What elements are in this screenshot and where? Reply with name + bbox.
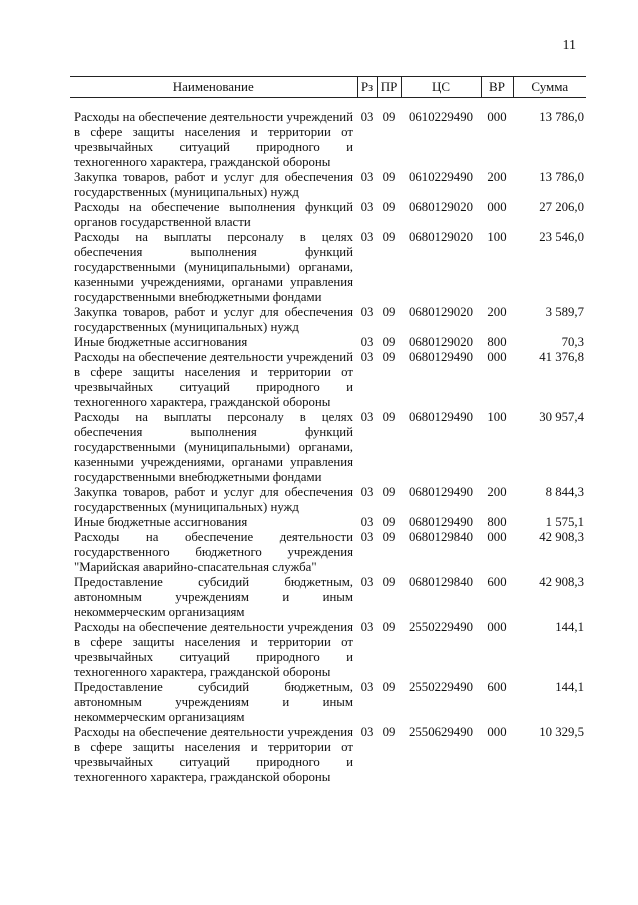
cell-pr: 09 — [382, 575, 396, 589]
cell-vr: 800 — [487, 335, 507, 349]
cell-pr: 09 — [382, 230, 396, 244]
cell-name: Закупка товаров, работ и услуг для обеспечения государственных (муниципальных) нужд — [74, 170, 353, 199]
cell-pr: 09 — [382, 530, 396, 544]
cell-cs: 0680129490 — [409, 350, 473, 364]
cell-sum: 42 908,3 — [539, 575, 584, 589]
cell-rz: 03 — [360, 335, 374, 349]
table-row — [70, 575, 586, 620]
cell-name: Иные бюджетные ассигнования — [74, 515, 248, 529]
cell-vr: 000 — [487, 620, 507, 634]
cell-name: Предоставление субсидий бюджетным, автономным учреждениям и иным некоммерческим организациям — [74, 680, 353, 724]
table-row — [70, 410, 586, 485]
cell-name: Расходы на обеспечение деятельности учреждения в сфере защиты населения и территории от чрезвычайных ситуаций природного и техногенного характера, гражданской обороны — [74, 620, 353, 679]
cell-rz: 03 — [360, 170, 374, 184]
cell-sum: 42 908,3 — [539, 530, 584, 544]
cell-rz: 03 — [360, 530, 374, 544]
header-rz: Рз — [357, 77, 377, 98]
table-row — [70, 230, 586, 305]
cell-pr: 09 — [382, 335, 396, 349]
cell-cs: 0610229490 — [409, 110, 473, 124]
cell-cs: 2550629490 — [409, 725, 473, 739]
cell-pr: 09 — [382, 410, 396, 424]
cell-pr: 09 — [382, 620, 396, 634]
table-row — [70, 680, 586, 725]
cell-pr: 09 — [382, 350, 396, 364]
cell-name: Закупка товаров, работ и услуг для обеспечения государственных (муниципальных) нужд — [74, 305, 353, 334]
cell-pr: 09 — [382, 305, 396, 319]
table-row — [70, 170, 586, 200]
page-number: 11 — [562, 38, 576, 53]
cell-rz: 03 — [360, 230, 374, 244]
budget-table — [70, 76, 586, 785]
cell-rz: 03 — [360, 725, 374, 739]
cell-vr: 000 — [487, 110, 507, 124]
cell-vr: 000 — [487, 200, 507, 214]
table-row — [70, 200, 586, 230]
header-pr: ПР — [377, 77, 401, 98]
cell-sum: 23 546,0 — [539, 230, 584, 244]
cell-name: Расходы на выплаты персоналу в целях обеспечения выполнения функций государственными (муниципальными) органами, казенными учреждениями, органами управления государственными внебюджетными фондами — [74, 230, 353, 304]
cell-cs: 0680129840 — [409, 530, 473, 544]
cell-name: Иные бюджетные ассигнования — [74, 335, 248, 349]
cell-cs: 0680129020 — [409, 335, 473, 349]
header-vr: ВР — [481, 77, 513, 98]
cell-rz: 03 — [360, 305, 374, 319]
cell-cs: 0680129490 — [409, 515, 473, 529]
cell-pr: 09 — [382, 110, 396, 124]
cell-sum: 30 957,4 — [539, 410, 584, 424]
cell-vr: 800 — [487, 515, 507, 529]
table-row — [70, 98, 586, 171]
cell-vr: 200 — [487, 485, 507, 499]
cell-sum: 3 589,7 — [545, 305, 584, 319]
header-name: Наименование — [70, 77, 357, 98]
cell-pr: 09 — [382, 170, 396, 184]
cell-rz: 03 — [360, 620, 374, 634]
table-row — [70, 620, 586, 680]
cell-cs: 0680129020 — [409, 200, 473, 214]
cell-vr: 600 — [487, 680, 507, 694]
cell-pr: 09 — [382, 200, 396, 214]
cell-rz: 03 — [360, 485, 374, 499]
cell-vr: 000 — [487, 350, 507, 364]
cell-pr: 09 — [382, 515, 396, 529]
cell-name: Расходы на обеспечение деятельности государственного бюджетного учреждения "Марийская аварийно-спасательная служба" — [74, 530, 353, 574]
table-row — [70, 530, 586, 575]
cell-sum: 27 206,0 — [539, 200, 584, 214]
cell-cs: 0680129020 — [409, 230, 473, 244]
cell-name: Закупка товаров, работ и услуг для обеспечения государственных (муниципальных) нужд — [74, 485, 353, 514]
cell-sum: 8 844,3 — [545, 485, 584, 499]
table-row — [70, 725, 586, 785]
cell-cs: 0610229490 — [409, 170, 473, 184]
cell-name: Предоставление субсидий бюджетным, автономным учреждениям и иным некоммерческим организациям — [74, 575, 353, 619]
cell-cs: 0680129490 — [409, 485, 473, 499]
cell-rz: 03 — [360, 110, 374, 124]
cell-sum: 13 786,0 — [539, 170, 584, 184]
table-row — [70, 305, 586, 335]
cell-rz: 03 — [360, 680, 374, 694]
cell-rz: 03 — [360, 350, 374, 364]
table-row — [70, 350, 586, 410]
cell-rz: 03 — [360, 515, 374, 529]
cell-sum: 13 786,0 — [539, 110, 584, 124]
cell-vr: 200 — [487, 170, 507, 184]
table-header-row — [70, 77, 586, 98]
cell-vr: 000 — [487, 725, 507, 739]
table-row — [70, 335, 586, 350]
cell-pr: 09 — [382, 485, 396, 499]
cell-cs: 0680129490 — [409, 410, 473, 424]
header-sum: Сумма — [513, 77, 586, 98]
cell-cs: 2550229490 — [409, 620, 473, 634]
table-row — [70, 515, 586, 530]
cell-sum: 144,1 — [555, 620, 584, 634]
cell-cs: 0680129020 — [409, 305, 473, 319]
header-cs: ЦС — [401, 77, 481, 98]
cell-name: Расходы на выплаты персоналу в целях обеспечения выполнения функций государственными (муниципальными) органами, казенными учреждениями, органами управления государственными внебюджетными фондами — [74, 410, 353, 484]
cell-cs: 0680129840 — [409, 575, 473, 589]
cell-name: Расходы на обеспечение деятельности учреждений в сфере защиты населения и территории от чрезвычайных ситуаций природного и техногенного характера, гражданской обороны — [74, 350, 353, 409]
cell-name: Расходы на обеспечение выполнения функций органов государственной власти — [74, 200, 353, 229]
cell-vr: 000 — [487, 530, 507, 544]
cell-name: Расходы на обеспечение деятельности учреждения в сфере защиты населения и территории от чрезвычайных ситуаций природного и техногенного характера, гражданской обороны — [74, 725, 353, 784]
cell-vr: 100 — [487, 230, 507, 244]
cell-pr: 09 — [382, 680, 396, 694]
cell-vr: 100 — [487, 410, 507, 424]
cell-sum: 1 575,1 — [545, 515, 584, 529]
cell-rz: 03 — [360, 575, 374, 589]
cell-sum: 70,3 — [561, 335, 584, 349]
cell-cs: 2550229490 — [409, 680, 473, 694]
cell-rz: 03 — [360, 200, 374, 214]
cell-rz: 03 — [360, 410, 374, 424]
table-row — [70, 485, 586, 515]
cell-vr: 200 — [487, 305, 507, 319]
cell-vr: 600 — [487, 575, 507, 589]
cell-pr: 09 — [382, 725, 396, 739]
cell-sum: 41 376,8 — [539, 350, 584, 364]
cell-sum: 144,1 — [555, 680, 584, 694]
cell-sum: 10 329,5 — [539, 725, 584, 739]
cell-name: Расходы на обеспечение деятельности учреждений в сфере защиты населения и территории от чрезвычайных ситуаций природного и техногенного характера, гражданской обороны — [74, 110, 353, 169]
